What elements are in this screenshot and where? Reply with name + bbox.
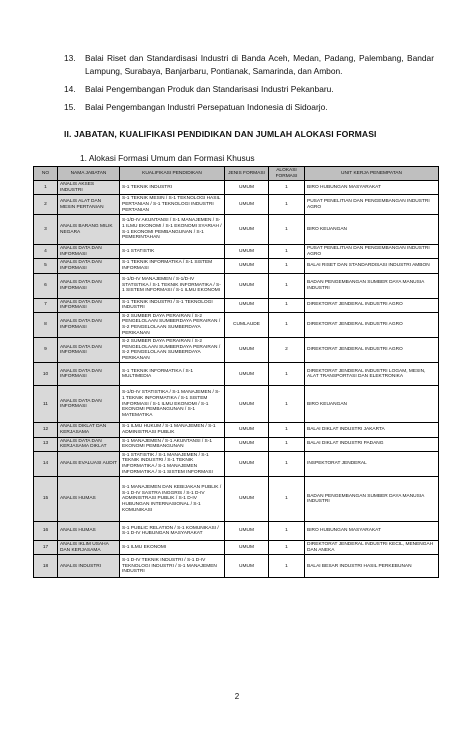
qualification-cell: S-1 MANAJEMEN / S-1 AKUNTANSI / S-1 EKONOMI PEMBANGUNAN bbox=[120, 437, 225, 451]
list-item bbox=[64, 83, 434, 96]
job-title-cell: ANALIS HUMAS bbox=[58, 522, 120, 541]
table-row bbox=[34, 522, 439, 541]
institution-list bbox=[64, 52, 434, 119]
qualification-cell: S-1 STATISTIK / S-1 MANAJEMEN / S-1 TEKNIK INDUSTRI / S-1 TEKNIK INFORMATIKA / S-1 MANAJEMEN INFORMATIKA / S-1 SISTEM INFORMASI bbox=[120, 451, 225, 476]
qualification-cell: S-2 SUMBER DAYA PERAIRAN / S-2 PENGELOLAAN SUMBERDAYA PERAIRAN / S-2 PENGELOLAAN SUMBERDAYA PERIKANAN bbox=[120, 338, 225, 363]
allocation-count-cell: 2 bbox=[269, 338, 305, 363]
job-title-cell: ANALIS DATA DAN INFORMASI bbox=[58, 338, 120, 363]
allocation-count-cell: 1 bbox=[269, 312, 305, 337]
job-title-cell: ANALIS DATA DAN INFORMASI bbox=[58, 259, 120, 273]
row-number: 17 bbox=[34, 541, 58, 555]
row-number: 1 bbox=[34, 181, 58, 195]
row-number: 10 bbox=[34, 363, 58, 386]
header-nama-jabatan: NAMA JABATAN bbox=[58, 167, 120, 181]
formation-type-cell: UMUM bbox=[225, 259, 269, 273]
job-title-cell: ANALIS DATA DAN INFORMASI bbox=[58, 312, 120, 337]
work-unit-cell: BADAN PENGEMBANGAN SUMBER DAYA MANUSIA INDUSTRI bbox=[305, 477, 439, 522]
work-unit-cell: BIRO HUBUNGAN MASYARAKAT bbox=[305, 181, 439, 195]
table-row bbox=[34, 312, 439, 337]
table-header-row bbox=[34, 167, 439, 181]
work-unit-cell: INSPEKTORAT JENDERAL bbox=[305, 451, 439, 476]
table-row bbox=[34, 386, 439, 423]
table-row bbox=[34, 451, 439, 476]
allocation-count-cell: 1 bbox=[269, 363, 305, 386]
work-unit-cell: PUSAT PENELITIAN DAN PENGEMBANGAN INDUSTRI AGRO bbox=[305, 195, 439, 215]
work-unit-cell: BALAI RISET DAN STANDARDISASI INDUSTRI AMBON bbox=[305, 259, 439, 273]
table-row bbox=[34, 195, 439, 215]
formation-type-cell: UMUM bbox=[225, 338, 269, 363]
allocation-count-cell: 1 bbox=[269, 245, 305, 259]
formation-type-cell: UMUM bbox=[225, 298, 269, 312]
work-unit-cell: BALAI BESAR INDUSTRI HASIL PERKEBUNAN bbox=[305, 555, 439, 578]
work-unit-cell: BIRO HUBUNGAN MASYARAKAT bbox=[305, 522, 439, 541]
table-row bbox=[34, 273, 439, 298]
list-item-text: Balai Riset dan Standardisasi Industri di Banda Aceh, Medan, Padang, Palembang, Bandar Lampung, Surabaya, Banjarbaru, Pontianak, Samarinda, dan Ambon. bbox=[85, 53, 434, 76]
formation-type-cell: UMUM bbox=[225, 363, 269, 386]
table-row bbox=[34, 541, 439, 555]
header-alokasi-formasi: ALOKASI FORMASI bbox=[269, 167, 305, 181]
row-number: 6 bbox=[34, 273, 58, 298]
work-unit-cell: BALAI DIKLAT INDUSTRI PADANG bbox=[305, 437, 439, 451]
formation-type-cell: UMUM bbox=[225, 245, 269, 259]
qualification-cell: S-1 TEKNIK MESIN / S-1 TEKNOLOGI HASIL PERTANIAN / S-1 TEKNOLOGI INDUSTRI PERTANIAN bbox=[120, 195, 225, 215]
formation-type-cell: UMUM bbox=[225, 386, 269, 423]
job-title-cell: ANALIS DATA DAN INFORMASI bbox=[58, 363, 120, 386]
row-number: 13 bbox=[34, 437, 58, 451]
row-number: 15 bbox=[34, 477, 58, 522]
row-number: 12 bbox=[34, 423, 58, 437]
qualification-cell: S-1 ILMU EKONOMI bbox=[120, 541, 225, 555]
allocation-count-cell: 1 bbox=[269, 195, 305, 215]
allocation-count-cell: 1 bbox=[269, 541, 305, 555]
allocation-count-cell: 1 bbox=[269, 477, 305, 522]
table-row bbox=[34, 363, 439, 386]
job-title-cell: ANALIS IKLIM USAHA DAN KERJASAMA bbox=[58, 541, 120, 555]
work-unit-cell: BADAN PENGEMBANGAN SUMBER DAYA MANUSIA INDUSTRI bbox=[305, 273, 439, 298]
table-row bbox=[34, 298, 439, 312]
qualification-cell: S-1 TEKNIK INFORMATIKA / S-1 SISTEM INFORMASI bbox=[120, 259, 225, 273]
section-heading: II. JABATAN, KUALIFIKASI PENDIDIKAN DAN JUMLAH ALOKASI FORMASI bbox=[64, 129, 377, 139]
formation-type-cell: UMUM bbox=[225, 273, 269, 298]
work-unit-cell: DIREKTORAT JENDERAL INDUSTRI LOGAM, MESIN, ALAT TRANSPORTASI DAN ELEKTRONIKA bbox=[305, 363, 439, 386]
qualification-cell: S-1 TEKNIK INDUSTRI / S-1 TEKNOLOGI INDUSTRI bbox=[120, 298, 225, 312]
formation-type-cell: UMUM bbox=[225, 555, 269, 578]
job-title-cell: ANALIS DATA DAN INFORMASI bbox=[58, 298, 120, 312]
work-unit-cell: DIREKTORAT JENDERAL INDUSTRI AGRO bbox=[305, 338, 439, 363]
allocation-count-cell: 1 bbox=[269, 423, 305, 437]
qualification-cell: S-1 MANAJEMEN DAN KEBIJAKAN PUBLIK / S-1 D-IV SASTRA INGGRIS / S-1 D-IV ADMINISTRASI PUBLIK / S-1 D-IV HUBUNGAN INTERNASIONAL / S-1 KOMUNIKASI bbox=[120, 477, 225, 522]
list-item-number: 15. bbox=[64, 102, 76, 112]
work-unit-cell: DIREKTORAT JENDERAL INDUSTRI AGRO bbox=[305, 298, 439, 312]
job-title-cell: ANALIS DATA DAN INFORMASI bbox=[58, 245, 120, 259]
list-item-number: 13. bbox=[64, 53, 76, 63]
row-number: 16 bbox=[34, 522, 58, 541]
job-title-cell: ANALIS EVALUASI AUDIT bbox=[58, 451, 120, 476]
formation-type-cell: UMUM bbox=[225, 522, 269, 541]
formation-type-cell: UMUM bbox=[225, 181, 269, 195]
table-row bbox=[34, 181, 439, 195]
formation-type-cell: CUMLAUDE bbox=[225, 312, 269, 337]
formation-type-cell: UMUM bbox=[225, 195, 269, 215]
work-unit-cell: DIREKTORAT JENDERAL INDUSTRI AGRO bbox=[305, 312, 439, 337]
table-row bbox=[34, 423, 439, 437]
work-unit-cell: BIRO KEUANGAN bbox=[305, 386, 439, 423]
allocation-count-cell: 1 bbox=[269, 215, 305, 245]
work-unit-cell: BIRO KEUANGAN bbox=[305, 215, 439, 245]
formation-allocation-table bbox=[33, 166, 439, 578]
row-number: 11 bbox=[34, 386, 58, 423]
table-body bbox=[34, 181, 439, 578]
formation-type-cell: UMUM bbox=[225, 451, 269, 476]
header-kualifikasi: KUALIFIKASI PENDIDIKAN bbox=[120, 167, 225, 181]
formation-type-cell: UMUM bbox=[225, 215, 269, 245]
header-unit-kerja: UNIT KERJA PENEMPATAN bbox=[305, 167, 439, 181]
row-number: 5 bbox=[34, 259, 58, 273]
qualification-cell: S-1 TEKNIK INDUSTRI bbox=[120, 181, 225, 195]
row-number: 4 bbox=[34, 245, 58, 259]
row-number: 9 bbox=[34, 338, 58, 363]
qualification-cell: S-1 PUBLIC RELATION / S-1 KOMUNIKASI / S-1 D-IV HUBUNGAN MASYARAKAT bbox=[120, 522, 225, 541]
table-row bbox=[34, 555, 439, 578]
header-no: NO bbox=[34, 167, 58, 181]
allocation-count-cell: 1 bbox=[269, 451, 305, 476]
page-number: 2 bbox=[234, 692, 240, 701]
qualification-cell: S-1 D-IV TEKNIK INDUSTRI / S-1 D-IV TEKNOLOGI INDUSTRI / S-1 MANAJEMEN INDUSTRI bbox=[120, 555, 225, 578]
allocation-count-cell: 1 bbox=[269, 386, 305, 423]
table-row bbox=[34, 245, 439, 259]
job-title-cell: ANALIS DATA DAN INFORMASI bbox=[58, 273, 120, 298]
table-row bbox=[34, 259, 439, 273]
subsection-heading: 1. Alokasi Formasi Umum dan Formasi Khusus bbox=[80, 153, 255, 163]
allocation-count-cell: 1 bbox=[269, 273, 305, 298]
row-number: 7 bbox=[34, 298, 58, 312]
allocation-count-cell: 1 bbox=[269, 437, 305, 451]
table-row bbox=[34, 437, 439, 451]
formation-type-cell: UMUM bbox=[225, 437, 269, 451]
qualification-cell: S-1/D-IV MANAJEMEN / S-1/D-IV STATISTIKA / S-1 TEKNIK INFORMATIKA / S-1 SISTEM INFORMASI / S-1 ILMU EKONOMI bbox=[120, 273, 225, 298]
job-title-cell: ANALIS BARANG MILIK NEGARA bbox=[58, 215, 120, 245]
allocation-count-cell: 1 bbox=[269, 522, 305, 541]
table-row bbox=[34, 477, 439, 522]
formation-type-cell: UMUM bbox=[225, 541, 269, 555]
list-item bbox=[64, 52, 434, 78]
table-row bbox=[34, 338, 439, 363]
list-item-number: 14. bbox=[64, 84, 76, 94]
list-item bbox=[64, 101, 434, 114]
formation-type-cell: UMUM bbox=[225, 477, 269, 522]
list-item-text: Balai Pengembangan Produk dan Standarisasi Industri Pekanbaru. bbox=[85, 84, 334, 94]
table-row bbox=[34, 215, 439, 245]
job-title-cell: ANALIS AKSES INDUSTRI bbox=[58, 181, 120, 195]
allocation-count-cell: 1 bbox=[269, 259, 305, 273]
qualification-cell: S-2 SUMBER DAYA PERAIRAN / S-2 PENGELOLAAN SUMBERDAYA PERAIRAN / S-2 PENGELOLAAN SUMBERDAYA PERIKANAN bbox=[120, 312, 225, 337]
qualification-cell: S-1/D-IV AKUNTANSI / S-1 MANAJEMEN / S-1 ILMU EKONOMI / S-1 EKONOMI SYARIAH / S-1 EKONOMI PEMBANGUNAN / S-1 PEMERINTAHAN bbox=[120, 215, 225, 245]
work-unit-cell: BALAI DIKLAT INDUSTRI JAKARTA bbox=[305, 423, 439, 437]
row-number: 3 bbox=[34, 215, 58, 245]
job-title-cell: ANALIS DATA DAN KERJASAMA DIKLAT bbox=[58, 437, 120, 451]
allocation-count-cell: 1 bbox=[269, 181, 305, 195]
row-number: 14 bbox=[34, 451, 58, 476]
job-title-cell: ANALIS HUMAS bbox=[58, 477, 120, 522]
job-title-cell: ANALIS ALAT DAN MESIN PERTANIAN bbox=[58, 195, 120, 215]
qualification-cell: S-1 ILMU HUKUM / S-1 MANAJEMEN / S-1 ADMINISTRASI PUBLIK bbox=[120, 423, 225, 437]
row-number: 8 bbox=[34, 312, 58, 337]
work-unit-cell: PUSAT PENELITIAN DAN PENGEMBANGAN INDUSTRI AGRO bbox=[305, 245, 439, 259]
job-title-cell: ANALIS DIKLAT DAN KERJASAMA bbox=[58, 423, 120, 437]
job-title-cell: ANALIS INDUSTRI bbox=[58, 555, 120, 578]
qualification-cell: S-1 TEKNIK INFORMATIKA / S-1 MULTIMEDIA bbox=[120, 363, 225, 386]
qualification-cell: S-1/D-IV STATISTIKA / S-1 MANAJEMEN / S-1 TEKNIK INFORMATIKA / S-1 SISTEM INFORMASI / S-1 ILMU EKONOMI / S-1 EKONOMI PEMBANGUNAN / S-1 MATEMATIKA bbox=[120, 386, 225, 423]
qualification-cell: S-1 STATISTIK bbox=[120, 245, 225, 259]
formation-type-cell: UMUM bbox=[225, 423, 269, 437]
work-unit-cell: DIREKTORAT JENDERAL INDUSTRI KECIL, MENENGAH DAN ANEKA bbox=[305, 541, 439, 555]
allocation-count-cell: 1 bbox=[269, 555, 305, 578]
row-number: 18 bbox=[34, 555, 58, 578]
row-number: 2 bbox=[34, 195, 58, 215]
allocation-count-cell: 1 bbox=[269, 298, 305, 312]
header-jenis-formasi: JENIS FORMASI bbox=[225, 167, 269, 181]
list-item-text: Balai Pengembangan Industri Persepatuan Indonesia di Sidoarjo. bbox=[85, 102, 328, 112]
job-title-cell: ANALIS DATA DAN INFORMASI bbox=[58, 386, 120, 423]
